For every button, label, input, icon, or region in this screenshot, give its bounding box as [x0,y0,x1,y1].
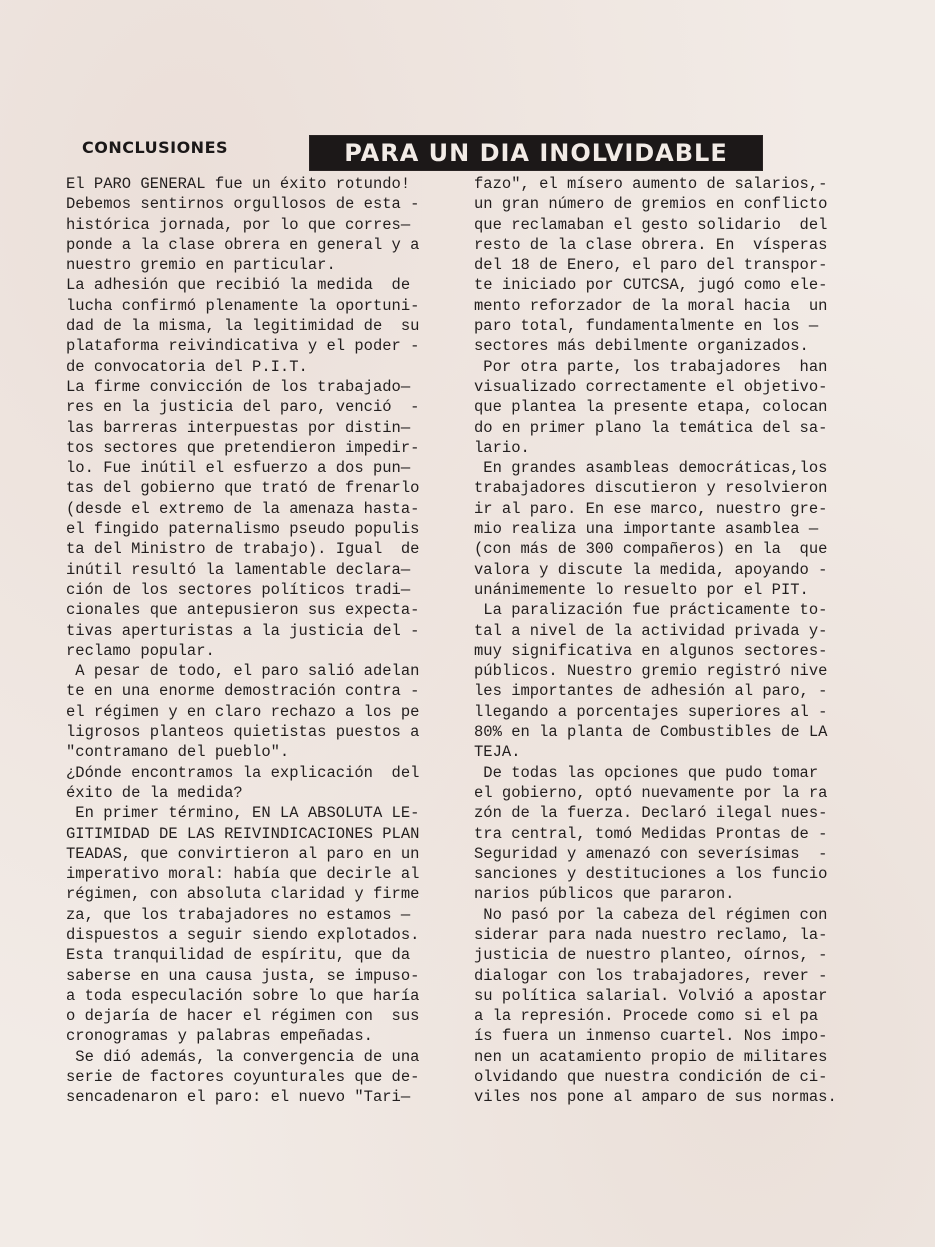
text-line: paro total, fundamentalmente en los — [474,317,819,336]
text-line: serie de factores coyunturales que de- [66,1068,420,1087]
text-line: el gobierno, optó nuevamente por la ra [474,783,828,802]
text-line: ligrosos planteos quietistas puestos a [66,723,420,742]
text-line: En primer término, EN LA ABSOLUTA LE- [66,804,420,823]
text-line: te iniciado por CUTCSA, jugó como ele- [474,276,828,295]
text-line: ta del Ministro de trabajo). Igual de [66,540,420,559]
text-line: siderar para nada nuestro reclamo, la- [474,925,828,944]
text-line: ponde a la clase obrera en general y a [66,235,420,254]
text-line: A pesar de todo, el paro salió adelan [66,662,420,681]
text-line: dispuestos a seguir siendo explotados. [66,925,420,944]
text-line: te en una enorme demostración contra - [66,682,420,701]
text-line: que plantea la presente etapa, colocan [474,398,828,417]
text-line: GITIMIDAD DE LAS REIVINDICACIONES PLAN [66,824,420,843]
text-line: tal a nivel de la actividad privada y- [474,621,828,640]
text-line: TEADAS, que convirtieron al paro en un [66,844,420,863]
text-line: De todas las opciones que pudo tomar [474,763,819,782]
text-line: tos sectores que pretendieron impedir- [66,438,420,457]
left-column [66,174,419,1108]
text-line: La firme convicción de los trabajado— [66,377,411,396]
text-line: tas del gobierno que trató de frenarlo [66,479,420,498]
text-line: su política salarial. Volvió a apostar [474,986,828,1005]
text-line: za, que los trabajadores no estamos — [66,905,411,924]
text-line: sectores más debilmente organizados. [474,337,809,356]
text-line: a la represión. Procede como si el pa [474,1007,819,1026]
text-line: ís fuera un inmenso cuartel. Nos impo- [474,1027,828,1046]
text-line: las barreras interpuestas por distin— [66,418,411,437]
text-line: a toda especulación sobre lo que haría [66,986,420,1005]
text-line: Seguridad y amenazó con severísimas - [474,844,828,863]
text-line: (con más de 300 compañeros) en la que [474,540,828,559]
text-line: reclamo popular. [66,641,215,660]
text-line: lario. [474,438,530,457]
text-line: do en primer plano la temática del sa- [474,418,828,437]
text-line: ¿Dónde encontramos la explicación del [66,763,420,782]
text-line: sencadenaron el paro: el nuevo "Tari— [66,1088,411,1107]
text-line: fazo", el mísero aumento de salarios,- [474,175,828,193]
text-line: que reclamaban el gesto solidario del [474,215,828,234]
text-line: justicia de nuestro planteo, oírnos, - [474,946,828,965]
text-line: ir al paro. En ese marco, nuestro gre- [474,499,828,518]
text-line: llegando a porcentajes superiores al - [474,702,828,721]
text-line: el régimen y en claro rechazo a los pe [66,702,420,721]
text-line: sanciones y destituciones a los funcio [474,865,828,884]
text-line: cronogramas y palabras empeñadas. [66,1027,373,1046]
text-line: o dejaría de hacer el régimen con sus [66,1007,420,1026]
text-line: inútil resultó la lamentable declara— [66,560,411,579]
section-label: CONCLUSIONES [82,138,229,157]
text-line: histórica jornada, por lo que corres— [66,215,411,234]
text-line: resto de la clase obrera. En vísperas [474,235,828,254]
text-line: les importantes de adhesión al paro, - [474,682,828,701]
text-line: No pasó por la cabeza del régimen con [474,905,828,924]
text-line: mio realiza una importante asamblea — [474,520,819,539]
text-line: públicos. Nuestro gremio registró nive [474,662,828,681]
text-line: res en la justicia del paro, venció - [66,398,420,417]
text-line: de convocatoria del P.I.T. [66,357,308,376]
text-line: éxito de la medida? [66,783,243,802]
text-line: dialogar con los trabajadores, rever - [474,966,828,985]
text-line: tivas aperturistas a la justicia del - [66,621,420,640]
text-line: Debemos sentirnos orgullosos de esta - [66,195,420,214]
text-line: el fingido paternalismo pseudo populis [66,520,420,539]
text-line: Se dió además, la convergencia de una [66,1047,420,1066]
text-line: La adhesión que recibió la medida de [66,276,411,295]
text-line: olvidando que nuestra condición de ci- [474,1068,828,1087]
text-line: valora y discute la medida, apoyando - [474,560,828,579]
text-line: trabajadores discutieron y resolvieron [474,479,828,498]
text-line: un gran número de gremios en conflicto [474,195,828,214]
text-line: nen un acatamiento propio de militares [474,1047,828,1066]
text-line: visualizado correctamente el objetivo- [474,377,828,396]
text-line: Esta tranquilidad de espíritu, que da [66,946,411,965]
text-line: imperativo moral: había que decirle al [66,865,420,884]
text-line: (desde el extremo de la amenaza hasta- [66,499,420,518]
text-line: TEJA. [474,743,521,762]
text-line: 80% en la planta de Combustibles de LA [474,723,828,742]
text-line: mento reforzador de la moral hacia un [474,296,828,315]
text-line: Por otra parte, los trabajadores han [474,357,828,376]
text-line: dad de la misma, la legitimidad de su [66,317,420,336]
headline-banner: PARA UN DIA INOLVIDABLE [310,136,762,170]
text-line: lucha confirmó plenamente la oportuni- [66,296,420,315]
text-line: zón de la fuerza. Declaró ilegal nues- [474,804,828,823]
text-line: El PARO GENERAL fue un éxito rotundo! [66,175,411,193]
text-line: cionales que antepusieron sus expecta- [66,601,420,620]
right-column [474,174,837,1108]
text-line: viles nos pone al amparo de sus normas. [474,1088,837,1107]
text-line: unánimemente lo resuelto por el PIT. [474,580,809,599]
text-line: saberse en una causa justa, se impuso- [66,966,420,985]
text-line: "contramano del pueblo". [66,743,290,762]
text-line: ción de los sectores políticos tradi— [66,580,411,599]
text-line: régimen, con absoluta claridad y firme [66,885,420,904]
text-line: muy significativa en algunos sectores- [474,641,828,660]
text-line: del 18 de Enero, el paro del transpor- [474,256,828,275]
text-line: narios públicos que pararon. [474,885,735,904]
text-line: En grandes asambleas democráticas,los [474,459,828,478]
text-line: lo. Fue inútil el esfuerzo a dos pun— [66,459,411,478]
text-line: nuestro gremio en particular. [66,256,336,275]
text-line: plataforma reivindicativa y el poder - [66,337,420,356]
text-line: La paralización fue prácticamente to- [474,601,828,620]
text-line: tra central, tomó Medidas Prontas de - [474,824,828,843]
